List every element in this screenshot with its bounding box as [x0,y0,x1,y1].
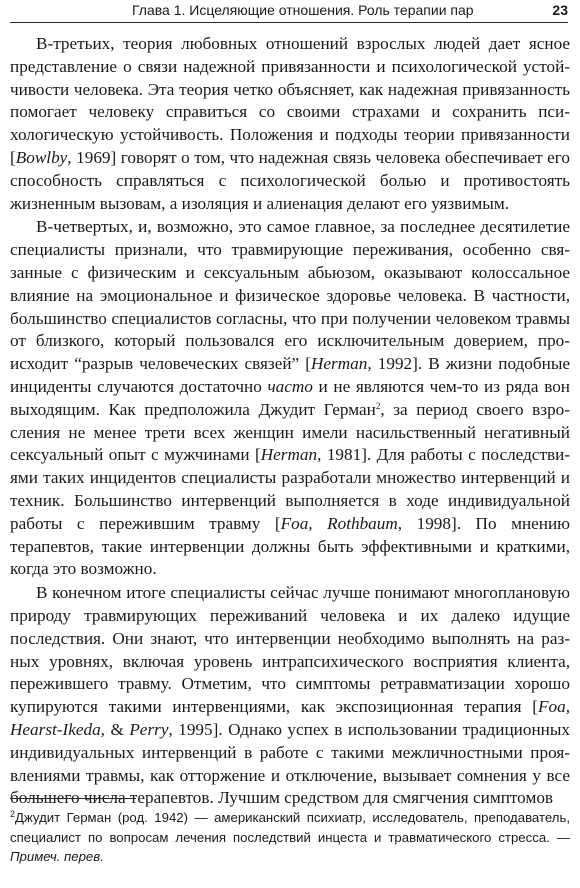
body-text [10,33,570,810]
paragraph-3: В конечном итоге специалисты сейчас лучше понимают многоплановую природу травмирующих переживаний человека и их далеко идущие последствия. Они знают, что интервенции необходимо выполнять на разных уровнях, включая уровень интрапсихического восприятия клиента, пережившего травму. Отметим, что симптомы ретравматизации хорошо купируются такими интервенциями, как экспозиционная терапия [Foa, Hearst-Ikeda, & Perry, 1995]. Однако успех в использовании традиционных индивидуальных интервенций в работе с такими межличностными проявлениями травмы, как отторжение и отключение, вызывает сомнения у все большего числа терапевтов. Лучшим средством для смягчения симптомов [10,583,570,808]
footnote-reference: 2 [375,400,381,411]
running-head [10,0,568,23]
footnote-text: Джудит Герман (род. 1942) — американский психиатр, исследователь, преподаватель, специалист по вопросам лечения последствий инцеста и травматического стресса. — Примеч. перев. [10,810,570,865]
footnote-marker: 2 [10,809,16,819]
footnote-rule [10,798,136,799]
page-number: 23 [552,2,568,18]
running-title: Глава 1. Исцеляющие отношения. Роль терапии пар [132,2,474,18]
paragraph-2: В-четвертых, и, возможно, это самое главное, за последнее десятилетие специалисты признали, что травмирующие переживания, особенно связанные с физическим и сексуальным абьюзом, оказывают колоссальное влияние на эмоциональное и физическое здоровье человека. В частности, большинство специалистов согласны, что при получении человеком травмы от близкого, который пользовался его исключительным доверием, происходит “разрыв человеческих связей” [Herman, 1992]. В жизни подобные инциденты случаются достаточно часто и не являются чем-то из ряда вон выходящим. Как предположила Джудит Герман$^2$, за период своего взросления не менее трети всех женщин имели насильственный негативный сексуальный опыт с мужчинами [Herman, 1981]. Для работы с последствиями таких инцидентов специалисты разработали множество интервенций и техник. Большинство интервенций выполняется в ходе индивидуальной работы с пережившим травму [Foa, Rothbaum, 1998]. По мнению терапевтов, такие интервенции должны быть эффективными и краткими, когда это возможно. [10,217,571,579]
footnote [10,808,570,867]
paragraph-1: В-третьих, теория любовных отношений взрослых людей дает ясное представление о связи надежной привязанности и психологической устойчивости человека. Эта теория четко объясняет, как надежная привязанность помогает человеку справиться со своими страхами и сохранить психологическую устойчивость. Положения и подходы теории привязанности [Bowlby, 1969] говорят о том, что надежная связь человека обеспечивает его способность справляться с психологической болью и противостоять жизненным вызовам, а изоляция и алиенация делают его уязвимым. [10,34,570,213]
